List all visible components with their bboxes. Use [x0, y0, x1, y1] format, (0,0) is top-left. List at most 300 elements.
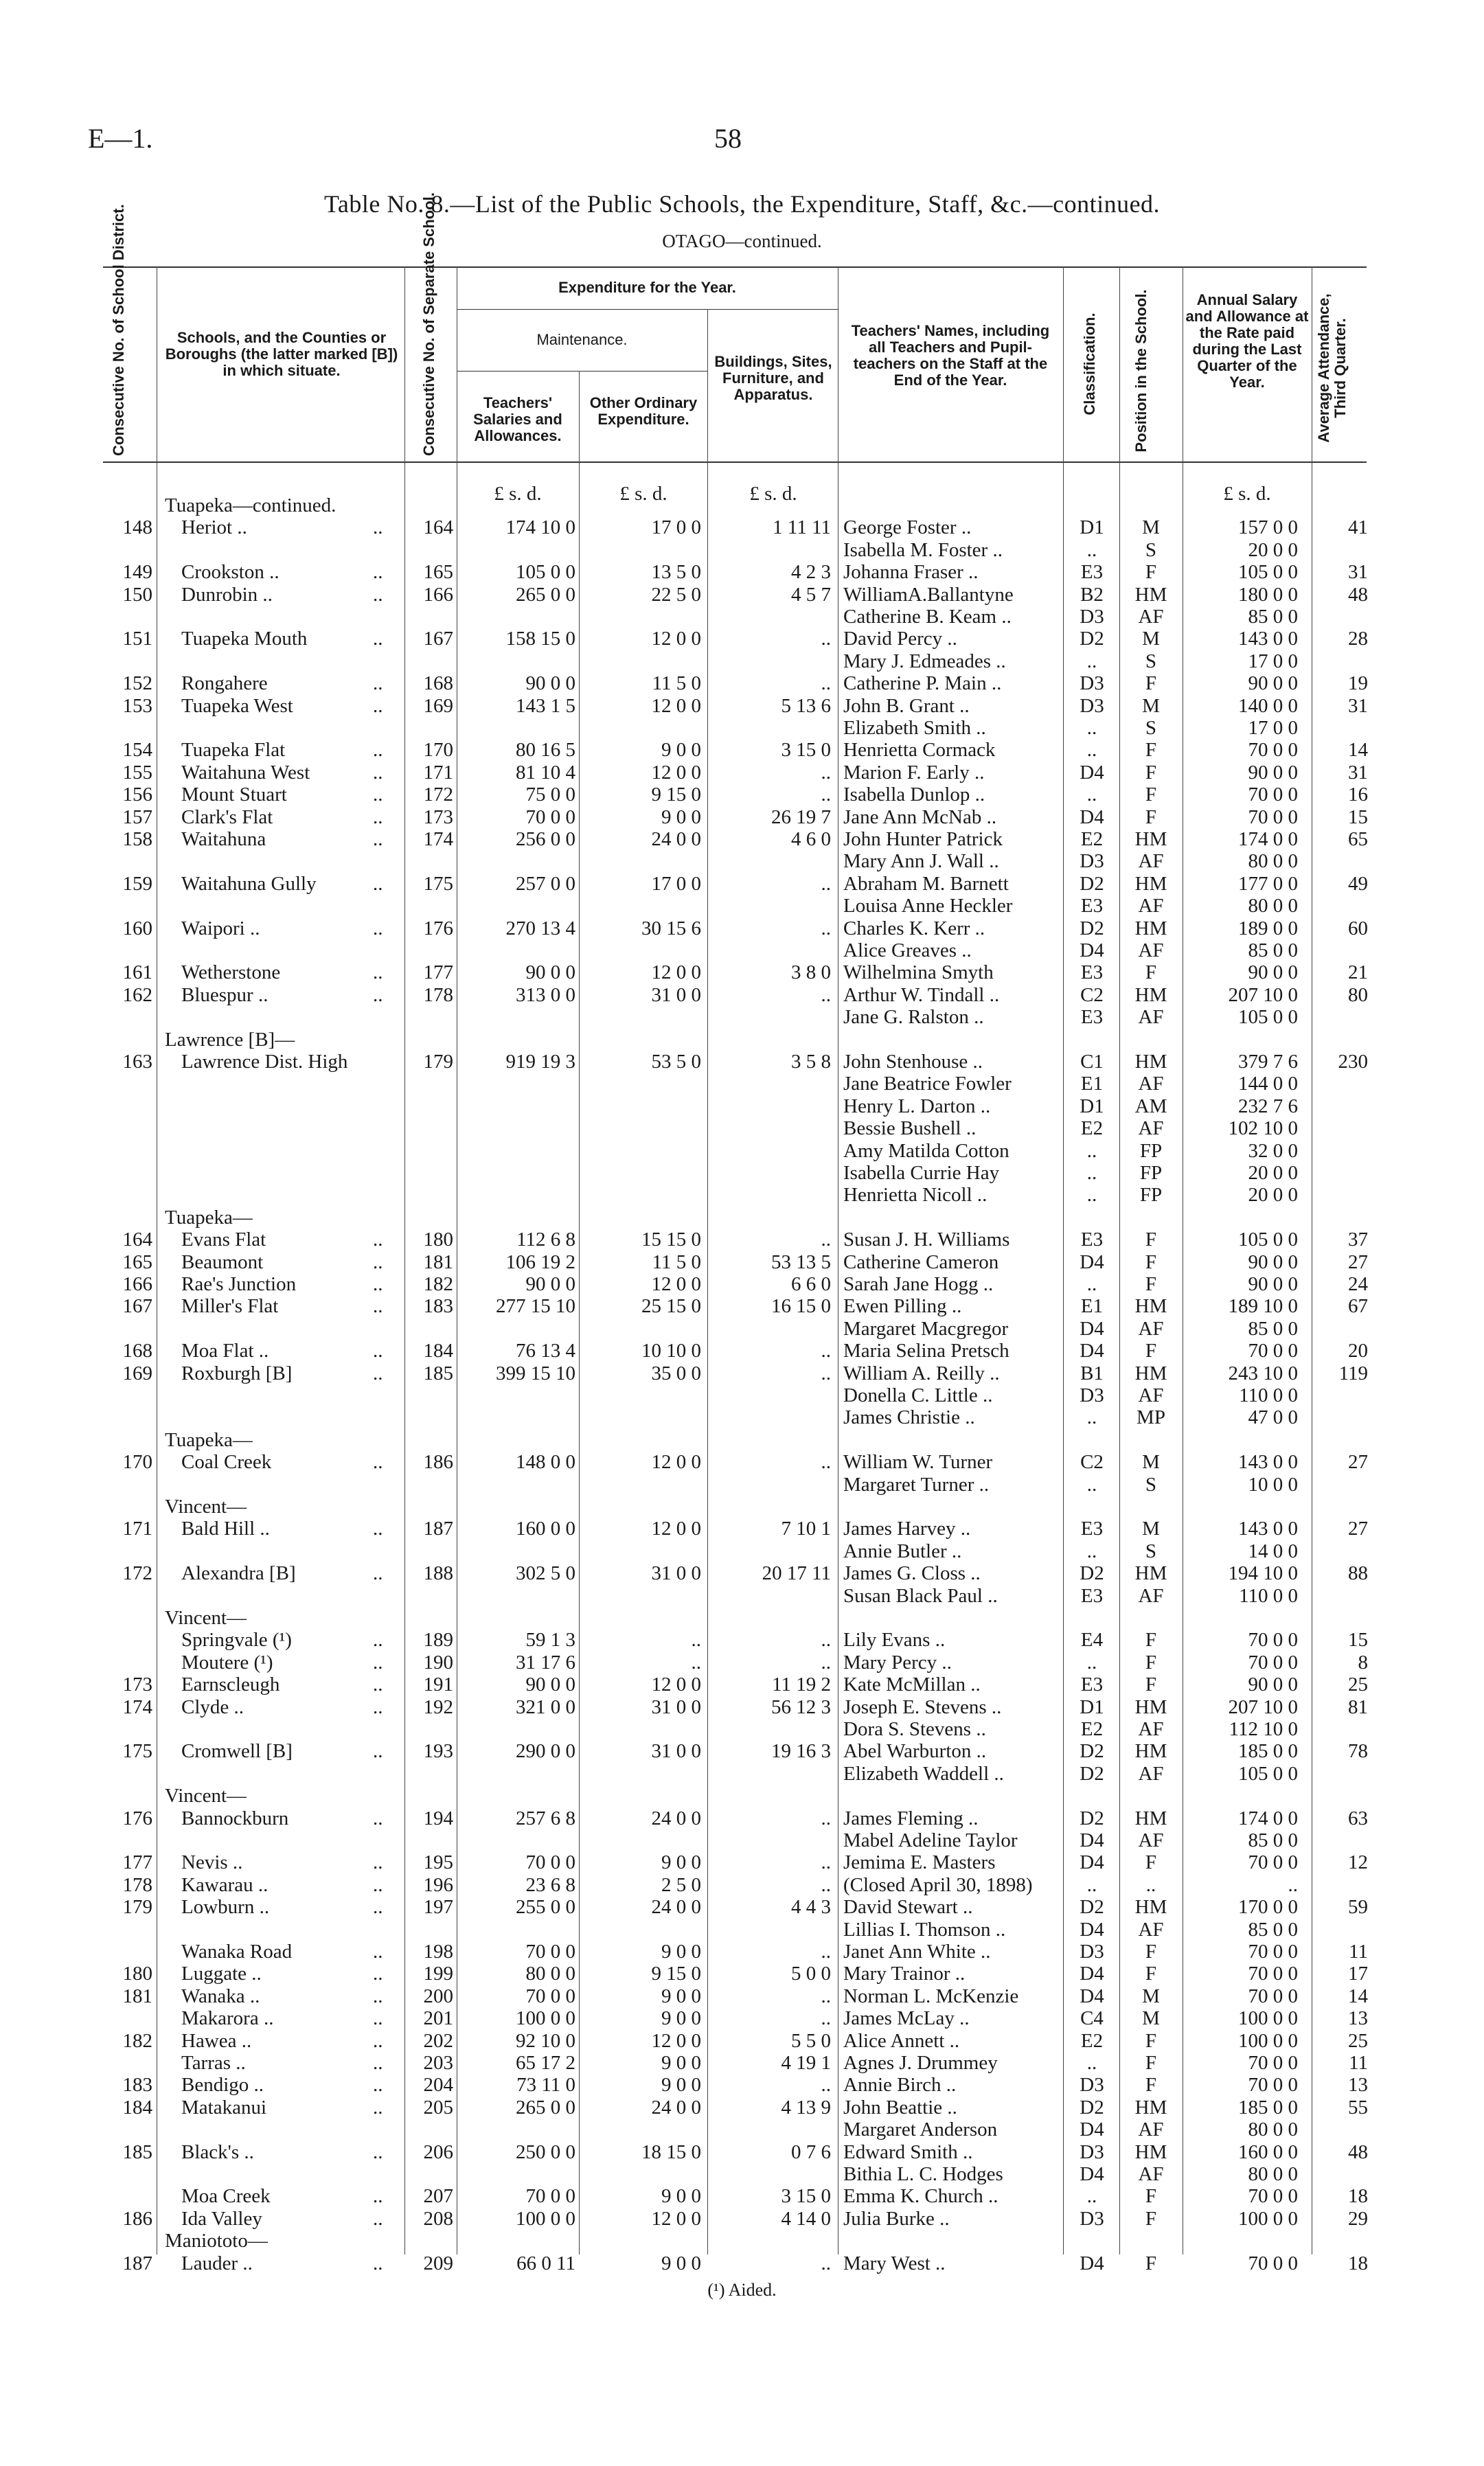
header-school-no: Consecutive No. of Separate School. — [420, 192, 437, 456]
buildings-amount: 1 11 11 — [773, 516, 831, 539]
annual-salary: .. — [1288, 1873, 1298, 1896]
teacher-name: Henrietta Cormack — [843, 739, 996, 762]
position: M — [1142, 2007, 1160, 2030]
buildings-amount: 4 14 0 — [781, 2207, 831, 2230]
school-name: Clyde .. — [181, 1696, 244, 1718]
school-no: 180 — [423, 1229, 453, 1251]
buildings-amount: .. — [821, 1985, 831, 2007]
position: S — [1145, 717, 1157, 739]
salaries-amount: 158 15 0 — [505, 628, 575, 650]
classification: E3 — [1080, 1229, 1104, 1251]
attendance: 59 — [1348, 1896, 1368, 1919]
teacher-name: Louisa Anne Heckler — [843, 895, 1013, 917]
classification: D2 — [1080, 1562, 1104, 1585]
buildings-amount: 26 19 7 — [771, 806, 831, 828]
annual-salary: 70 0 0 — [1248, 1851, 1298, 1874]
school-no: 186 — [423, 1451, 453, 1474]
position: F — [1145, 1629, 1157, 1652]
salaries-amount: 143 1 5 — [516, 694, 575, 717]
units-buildings: £ s. d. — [749, 483, 797, 505]
district-no: 171 — [122, 1518, 152, 1540]
annual-salary: 70 0 0 — [1248, 806, 1298, 828]
position: M — [1142, 1985, 1160, 2007]
other-amount: 9 0 0 — [661, 2185, 701, 2208]
leader-dots: .. — [373, 1740, 383, 1763]
annual-salary: 80 0 0 — [1248, 895, 1298, 917]
classification: .. — [1086, 1540, 1097, 1562]
district-no: 179 — [122, 1896, 152, 1919]
leader-dots: .. — [373, 2074, 383, 2097]
district-no: 158 — [122, 828, 152, 850]
annual-salary: 243 10 0 — [1228, 1362, 1298, 1384]
annual-salary: 20 0 0 — [1248, 538, 1298, 561]
position: F — [1145, 961, 1157, 984]
classification: E2 — [1080, 828, 1104, 850]
attendance: 119 — [1338, 1362, 1368, 1384]
leader-dots: .. — [373, 1629, 383, 1652]
school-no: 209 — [423, 2252, 453, 2274]
county-label: Lawrence [B]— — [165, 1028, 295, 1051]
buildings-amount: 4 2 3 — [791, 561, 831, 584]
classification: .. — [1086, 739, 1097, 762]
attendance: 31 — [1348, 561, 1368, 584]
classification: D1 — [1080, 1095, 1104, 1117]
attendance: 230 — [1338, 1051, 1368, 1073]
salaries-amount: 70 0 0 — [525, 2185, 575, 2208]
salaries-amount: 90 0 0 — [525, 672, 575, 695]
classification: E1 — [1080, 1295, 1104, 1318]
buildings-amount: .. — [821, 672, 831, 695]
position: HM — [1134, 983, 1167, 1006]
position: F — [1145, 1251, 1157, 1273]
position: F — [1145, 1851, 1157, 1874]
leader-dots: .. — [373, 1451, 383, 1474]
district-no: 159 — [122, 872, 152, 895]
classification: D4 — [1080, 1963, 1104, 1985]
district-no: 156 — [122, 784, 152, 806]
other-amount: 24 0 0 — [651, 828, 701, 850]
leader-dots: .. — [373, 1229, 383, 1251]
other-amount: 17 0 0 — [651, 872, 701, 895]
other-amount: 9 0 0 — [661, 1985, 701, 2007]
school-name: Lauder .. — [181, 2252, 253, 2274]
buildings-amount: 5 0 0 — [791, 1963, 831, 1985]
annual-salary: 90 0 0 — [1248, 961, 1298, 984]
classification: C4 — [1080, 2007, 1104, 2030]
other-amount: 9 0 0 — [661, 2074, 701, 2097]
school-name: Kawarau .. — [181, 1873, 269, 1896]
salaries-amount: 100 0 0 — [516, 2207, 575, 2230]
position: HM — [1134, 2140, 1167, 2163]
district-no: 165 — [122, 1251, 152, 1273]
annual-salary: 189 10 0 — [1228, 1295, 1298, 1318]
classification: E3 — [1080, 1584, 1104, 1607]
position: F — [1145, 761, 1157, 784]
classification: D2 — [1080, 1896, 1104, 1919]
other-amount: 9 0 0 — [661, 2052, 701, 2074]
salaries-amount: 23 6 8 — [525, 1873, 575, 1896]
leader-dots: .. — [373, 1941, 383, 1963]
leader-dots: .. — [373, 2252, 383, 2274]
district-no: 163 — [122, 1051, 152, 1073]
district-no: 164 — [122, 1229, 152, 1251]
teacher-name: Emma K. Church .. — [843, 2185, 998, 2208]
teacher-name: Marion F. Early .. — [843, 761, 985, 784]
county-label: Tuapeka—continued. — [165, 494, 336, 516]
classification: D4 — [1080, 1251, 1104, 1273]
district-no: 186 — [122, 2207, 152, 2230]
teacher-name: James Christie .. — [843, 1406, 975, 1429]
classification: E3 — [1080, 895, 1104, 917]
annual-salary: 232 7 6 — [1238, 1095, 1298, 1117]
school-no: 197 — [423, 1896, 453, 1919]
classification: C1 — [1080, 1051, 1104, 1073]
teacher-name: (Closed April 30, 1898) — [843, 1873, 1033, 1896]
buildings-amount: .. — [821, 2007, 831, 2030]
school-name: Earnscleugh — [181, 1674, 280, 1696]
other-amount: 24 0 0 — [651, 1807, 701, 1829]
school-no: 188 — [423, 1562, 453, 1585]
annual-salary: 20 0 0 — [1248, 1162, 1298, 1184]
other-amount: 22 5 0 — [651, 583, 701, 606]
buildings-amount: 6 6 0 — [791, 1273, 831, 1295]
position: HM — [1134, 828, 1167, 850]
school-name: Ida Valley — [181, 2207, 262, 2230]
school-no: 199 — [423, 1963, 453, 1985]
buildings-amount: 5 5 0 — [791, 2029, 831, 2052]
school-name: Moa Creek — [181, 2185, 271, 2208]
school-name: Bannockburn — [181, 1807, 289, 1829]
table-top-rule — [103, 266, 1367, 268]
classification: D3 — [1080, 694, 1104, 717]
attendance: 15 — [1348, 1629, 1368, 1652]
school-no: 184 — [423, 1340, 453, 1362]
other-amount: 9 0 0 — [661, 739, 701, 762]
buildings-amount: .. — [821, 1362, 831, 1384]
attendance: 15 — [1348, 806, 1368, 828]
position: HM — [1134, 2096, 1167, 2119]
school-name: Wanaka .. — [181, 1985, 260, 2007]
teacher-name: Wilhelmina Smyth — [843, 961, 994, 984]
teacher-name: Isabella Currie Hay — [843, 1162, 1000, 1184]
buildings-amount: .. — [821, 1451, 831, 1474]
annual-salary: 185 0 0 — [1238, 1740, 1298, 1763]
salaries-amount: 399 15 10 — [496, 1362, 575, 1384]
position: F — [1145, 1229, 1157, 1251]
attendance: 25 — [1348, 1674, 1368, 1696]
other-amount: 18 15 0 — [641, 2140, 701, 2163]
annual-salary: 105 0 0 — [1238, 1762, 1298, 1785]
other-amount: 2 5 0 — [661, 1873, 701, 1896]
salaries-amount: 90 0 0 — [525, 961, 575, 984]
buildings-amount: 3 15 0 — [781, 739, 831, 762]
position: S — [1145, 1540, 1157, 1562]
district-no: 180 — [122, 1963, 152, 1985]
school-no: 189 — [423, 1629, 453, 1652]
position: AF — [1138, 1918, 1164, 1941]
buildings-amount: .. — [821, 1651, 831, 1674]
other-amount: 11 5 0 — [652, 1251, 701, 1273]
other-amount: 12 0 0 — [651, 1674, 701, 1696]
school-name: Makarora .. — [181, 2007, 274, 2030]
position: AF — [1138, 1384, 1164, 1406]
other-amount: 9 0 0 — [661, 1851, 701, 1874]
buildings-amount: .. — [821, 1229, 831, 1251]
annual-salary: 207 10 0 — [1228, 1696, 1298, 1718]
other-amount: 31 0 0 — [651, 1696, 701, 1718]
position: F — [1145, 561, 1157, 584]
school-name: Tuapeka West — [181, 694, 293, 717]
county-label: Vincent— — [165, 1607, 247, 1629]
school-name: Clark's Flat — [181, 806, 273, 828]
district-no: 176 — [122, 1807, 152, 1829]
buildings-amount: 11 19 2 — [772, 1674, 831, 1696]
buildings-amount: .. — [821, 1807, 831, 1829]
header-district-no: Consecutive No. of School District. — [110, 204, 127, 456]
classification: D3 — [1080, 2074, 1104, 2097]
school-name: Mount Stuart — [181, 784, 287, 806]
position: F — [1145, 1340, 1157, 1362]
attendance: 25 — [1348, 2029, 1368, 2052]
salaries-amount: 160 0 0 — [516, 1518, 575, 1540]
annual-salary: 17 0 0 — [1248, 717, 1298, 739]
buildings-amount: .. — [821, 917, 831, 939]
table-title: Table No. 8.—List of the Public Schools, the Expenditure, Staff, &c.—continued. — [323, 190, 1161, 218]
other-amount: 13 5 0 — [651, 561, 701, 584]
other-amount: 35 0 0 — [651, 1362, 701, 1384]
attendance: 13 — [1348, 2007, 1368, 2030]
annual-salary: 14 0 0 — [1248, 1540, 1298, 1562]
school-no: 171 — [423, 761, 453, 784]
position: HM — [1134, 1740, 1167, 1763]
school-no: 205 — [423, 2096, 453, 2119]
school-name: Black's .. — [181, 2140, 254, 2163]
school-name: Moa Flat .. — [181, 1340, 269, 1362]
annual-salary: 105 0 0 — [1238, 561, 1298, 584]
salaries-amount: 256 0 0 — [516, 828, 575, 850]
teacher-name: Amy Matilda Cotton — [843, 1139, 1009, 1162]
header-maintenance: Maintenance. — [536, 331, 628, 348]
position: M — [1142, 1518, 1160, 1540]
other-amount: 12 0 0 — [651, 1518, 701, 1540]
classification: .. — [1086, 2185, 1097, 2208]
school-no: 164 — [423, 516, 453, 539]
salaries-amount: 265 0 0 — [516, 583, 575, 606]
attendance: 27 — [1348, 1251, 1368, 1273]
buildings-amount: 5 13 6 — [781, 694, 831, 717]
annual-salary: 90 0 0 — [1248, 672, 1298, 695]
header-other: Other Ordinary Expenditure. — [589, 394, 698, 428]
teacher-name: Isabella Dunlop .. — [843, 784, 985, 806]
salaries-amount: 112 6 8 — [516, 1229, 575, 1251]
classification: D4 — [1080, 1918, 1104, 1941]
salaries-amount: 106 19 2 — [505, 1251, 575, 1273]
attendance: 8 — [1358, 1651, 1368, 1674]
school-name: Waitahuna West — [181, 761, 310, 784]
buildings-amount: .. — [821, 784, 831, 806]
leader-dots: .. — [373, 1651, 383, 1674]
district-no: 148 — [122, 516, 152, 539]
teacher-name: James Fleming .. — [843, 1807, 979, 1829]
school-name: Bendigo .. — [181, 2074, 264, 2097]
classification: D2 — [1080, 2096, 1104, 2119]
other-amount: 9 0 0 — [661, 806, 701, 828]
attendance: 14 — [1348, 1985, 1368, 2007]
school-no: 195 — [423, 1851, 453, 1874]
county-label: Vincent— — [165, 1785, 247, 1807]
classification: B1 — [1080, 1362, 1104, 1384]
school-name: Tuapeka Mouth — [181, 628, 308, 650]
buildings-amount: 53 13 5 — [771, 1251, 831, 1273]
position: HM — [1134, 1295, 1167, 1318]
salaries-amount: 70 0 0 — [525, 1941, 575, 1963]
position: AF — [1138, 1073, 1164, 1095]
annual-salary: 80 0 0 — [1248, 2163, 1298, 2185]
attendance: 20 — [1348, 1340, 1368, 1362]
annual-salary: 70 0 0 — [1248, 2052, 1298, 2074]
table-subtitle: OTAGO—continued. — [662, 231, 822, 251]
leader-dots: .. — [373, 561, 383, 584]
annual-salary: 20 0 0 — [1248, 1184, 1298, 1207]
district-no: 153 — [122, 694, 152, 717]
other-amount: 31 0 0 — [651, 983, 701, 1006]
buildings-amount: .. — [821, 628, 831, 650]
annual-salary: 102 10 0 — [1228, 1117, 1298, 1140]
annual-salary: 100 0 0 — [1238, 2029, 1298, 2052]
teacher-name: Mabel Adeline Taylor — [843, 1829, 1018, 1851]
classification: D4 — [1080, 939, 1104, 961]
school-name: Waipori .. — [181, 917, 260, 939]
buildings-amount: .. — [821, 983, 831, 1006]
teacher-name: Susan Black Paul .. — [843, 1584, 998, 1607]
col-rule — [707, 309, 708, 2254]
teacher-name: John B. Grant .. — [843, 694, 970, 717]
school-no: 168 — [423, 672, 453, 695]
teacher-name: Lillias I. Thomson .. — [843, 1918, 1006, 1941]
teacher-name: Dora S. Stevens .. — [843, 1718, 986, 1740]
teacher-name: Abraham M. Barnett — [843, 872, 1009, 895]
position: AF — [1138, 1829, 1164, 1851]
annual-salary: 174 0 0 — [1238, 1807, 1298, 1829]
classification: D3 — [1080, 606, 1104, 628]
leader-dots: .. — [373, 694, 383, 717]
school-name: Springvale (¹) — [181, 1629, 292, 1652]
annual-salary: 70 0 0 — [1248, 1941, 1298, 1963]
teacher-name: Elizabeth Smith .. — [843, 717, 986, 739]
leader-dots: .. — [373, 784, 383, 806]
position: F — [1145, 2029, 1157, 2052]
school-no: 201 — [423, 2007, 453, 2030]
school-no: 193 — [423, 1740, 453, 1763]
salaries-amount: 65 17 2 — [516, 2052, 575, 2074]
attendance: 60 — [1348, 917, 1368, 939]
expenditure-rule — [457, 309, 838, 310]
classification: D4 — [1080, 1829, 1104, 1851]
school-name: Cromwell [B] — [181, 1740, 293, 1763]
annual-salary: 100 0 0 — [1238, 2207, 1298, 2230]
position: FP — [1139, 1162, 1163, 1184]
position: AF — [1138, 895, 1164, 917]
district-no: 149 — [122, 561, 152, 584]
leader-dots: .. — [373, 1896, 383, 1919]
school-name: Nevis .. — [181, 1851, 243, 1874]
position: AF — [1138, 1584, 1164, 1607]
school-no: 174 — [423, 828, 453, 850]
salaries-amount: 81 10 4 — [516, 761, 575, 784]
position: AF — [1138, 1117, 1164, 1140]
position: HM — [1134, 1696, 1167, 1718]
salaries-amount: 90 0 0 — [525, 1273, 575, 1295]
leader-dots: .. — [373, 2140, 383, 2163]
teacher-name: David Stewart .. — [843, 1896, 973, 1919]
classification: .. — [1086, 1162, 1097, 1184]
buildings-amount: 19 16 3 — [771, 1740, 831, 1763]
other-amount: 9 0 0 — [661, 1941, 701, 1963]
page-code: E—1. — [88, 123, 153, 154]
position: F — [1145, 739, 1157, 762]
classification: .. — [1086, 784, 1097, 806]
school-name: Moutere (¹) — [181, 1651, 273, 1674]
other-amount: 15 15 0 — [641, 1229, 701, 1251]
attendance: 65 — [1348, 828, 1368, 850]
school-no: 179 — [423, 1051, 453, 1073]
leader-dots: .. — [373, 1985, 383, 2007]
attendance: 18 — [1348, 2252, 1368, 2274]
position: F — [1145, 2052, 1157, 2074]
salaries-amount: 66 0 11 — [516, 2252, 575, 2274]
leader-dots: .. — [373, 1562, 383, 1585]
other-amount: 30 15 6 — [641, 917, 701, 939]
buildings-amount: 0 7 6 — [791, 2140, 831, 2163]
district-no: 166 — [122, 1273, 152, 1295]
district-no: 155 — [122, 761, 152, 784]
classification: E2 — [1080, 1718, 1104, 1740]
classification: .. — [1086, 650, 1097, 672]
buildings-amount: 16 15 0 — [771, 1295, 831, 1318]
leader-dots: .. — [373, 1674, 383, 1696]
buildings-amount: 4 13 9 — [781, 2096, 831, 2119]
buildings-amount: 4 19 1 — [781, 2052, 831, 2074]
district-no: 167 — [122, 1295, 152, 1318]
position: AF — [1138, 850, 1164, 873]
other-amount: 24 0 0 — [651, 2096, 701, 2119]
leader-dots: .. — [373, 1963, 383, 1985]
position: F — [1145, 1674, 1157, 1696]
other-amount: 12 0 0 — [651, 961, 701, 984]
school-name: Alexandra [B] — [181, 1562, 296, 1585]
teacher-name: Lily Evans .. — [843, 1629, 946, 1652]
district-no: 168 — [122, 1340, 152, 1362]
teacher-name: Bithia L. C. Hodges — [843, 2163, 1003, 2185]
other-amount: 10 10 0 — [641, 1340, 701, 1362]
teacher-name: Annie Butler .. — [843, 1540, 962, 1562]
teacher-name: Janet Ann White .. — [843, 1941, 991, 1963]
annual-salary: 70 0 0 — [1248, 2074, 1298, 2097]
footnote: (¹) Aided. — [707, 2280, 777, 2300]
classification: D4 — [1080, 1317, 1104, 1340]
salaries-amount: 302 5 0 — [516, 1562, 575, 1585]
buildings-amount: .. — [821, 1873, 831, 1896]
salaries-amount: 70 0 0 — [525, 1985, 575, 2007]
teacher-name: Mary J. Edmeades .. — [843, 650, 1006, 672]
classification: E3 — [1080, 561, 1104, 584]
classification: D3 — [1080, 1384, 1104, 1406]
classification: D2 — [1080, 872, 1104, 895]
units-salary: £ s. d. — [1223, 483, 1271, 505]
position: F — [1145, 1651, 1157, 1674]
classification: D3 — [1080, 850, 1104, 873]
annual-salary: 100 0 0 — [1238, 2007, 1298, 2030]
